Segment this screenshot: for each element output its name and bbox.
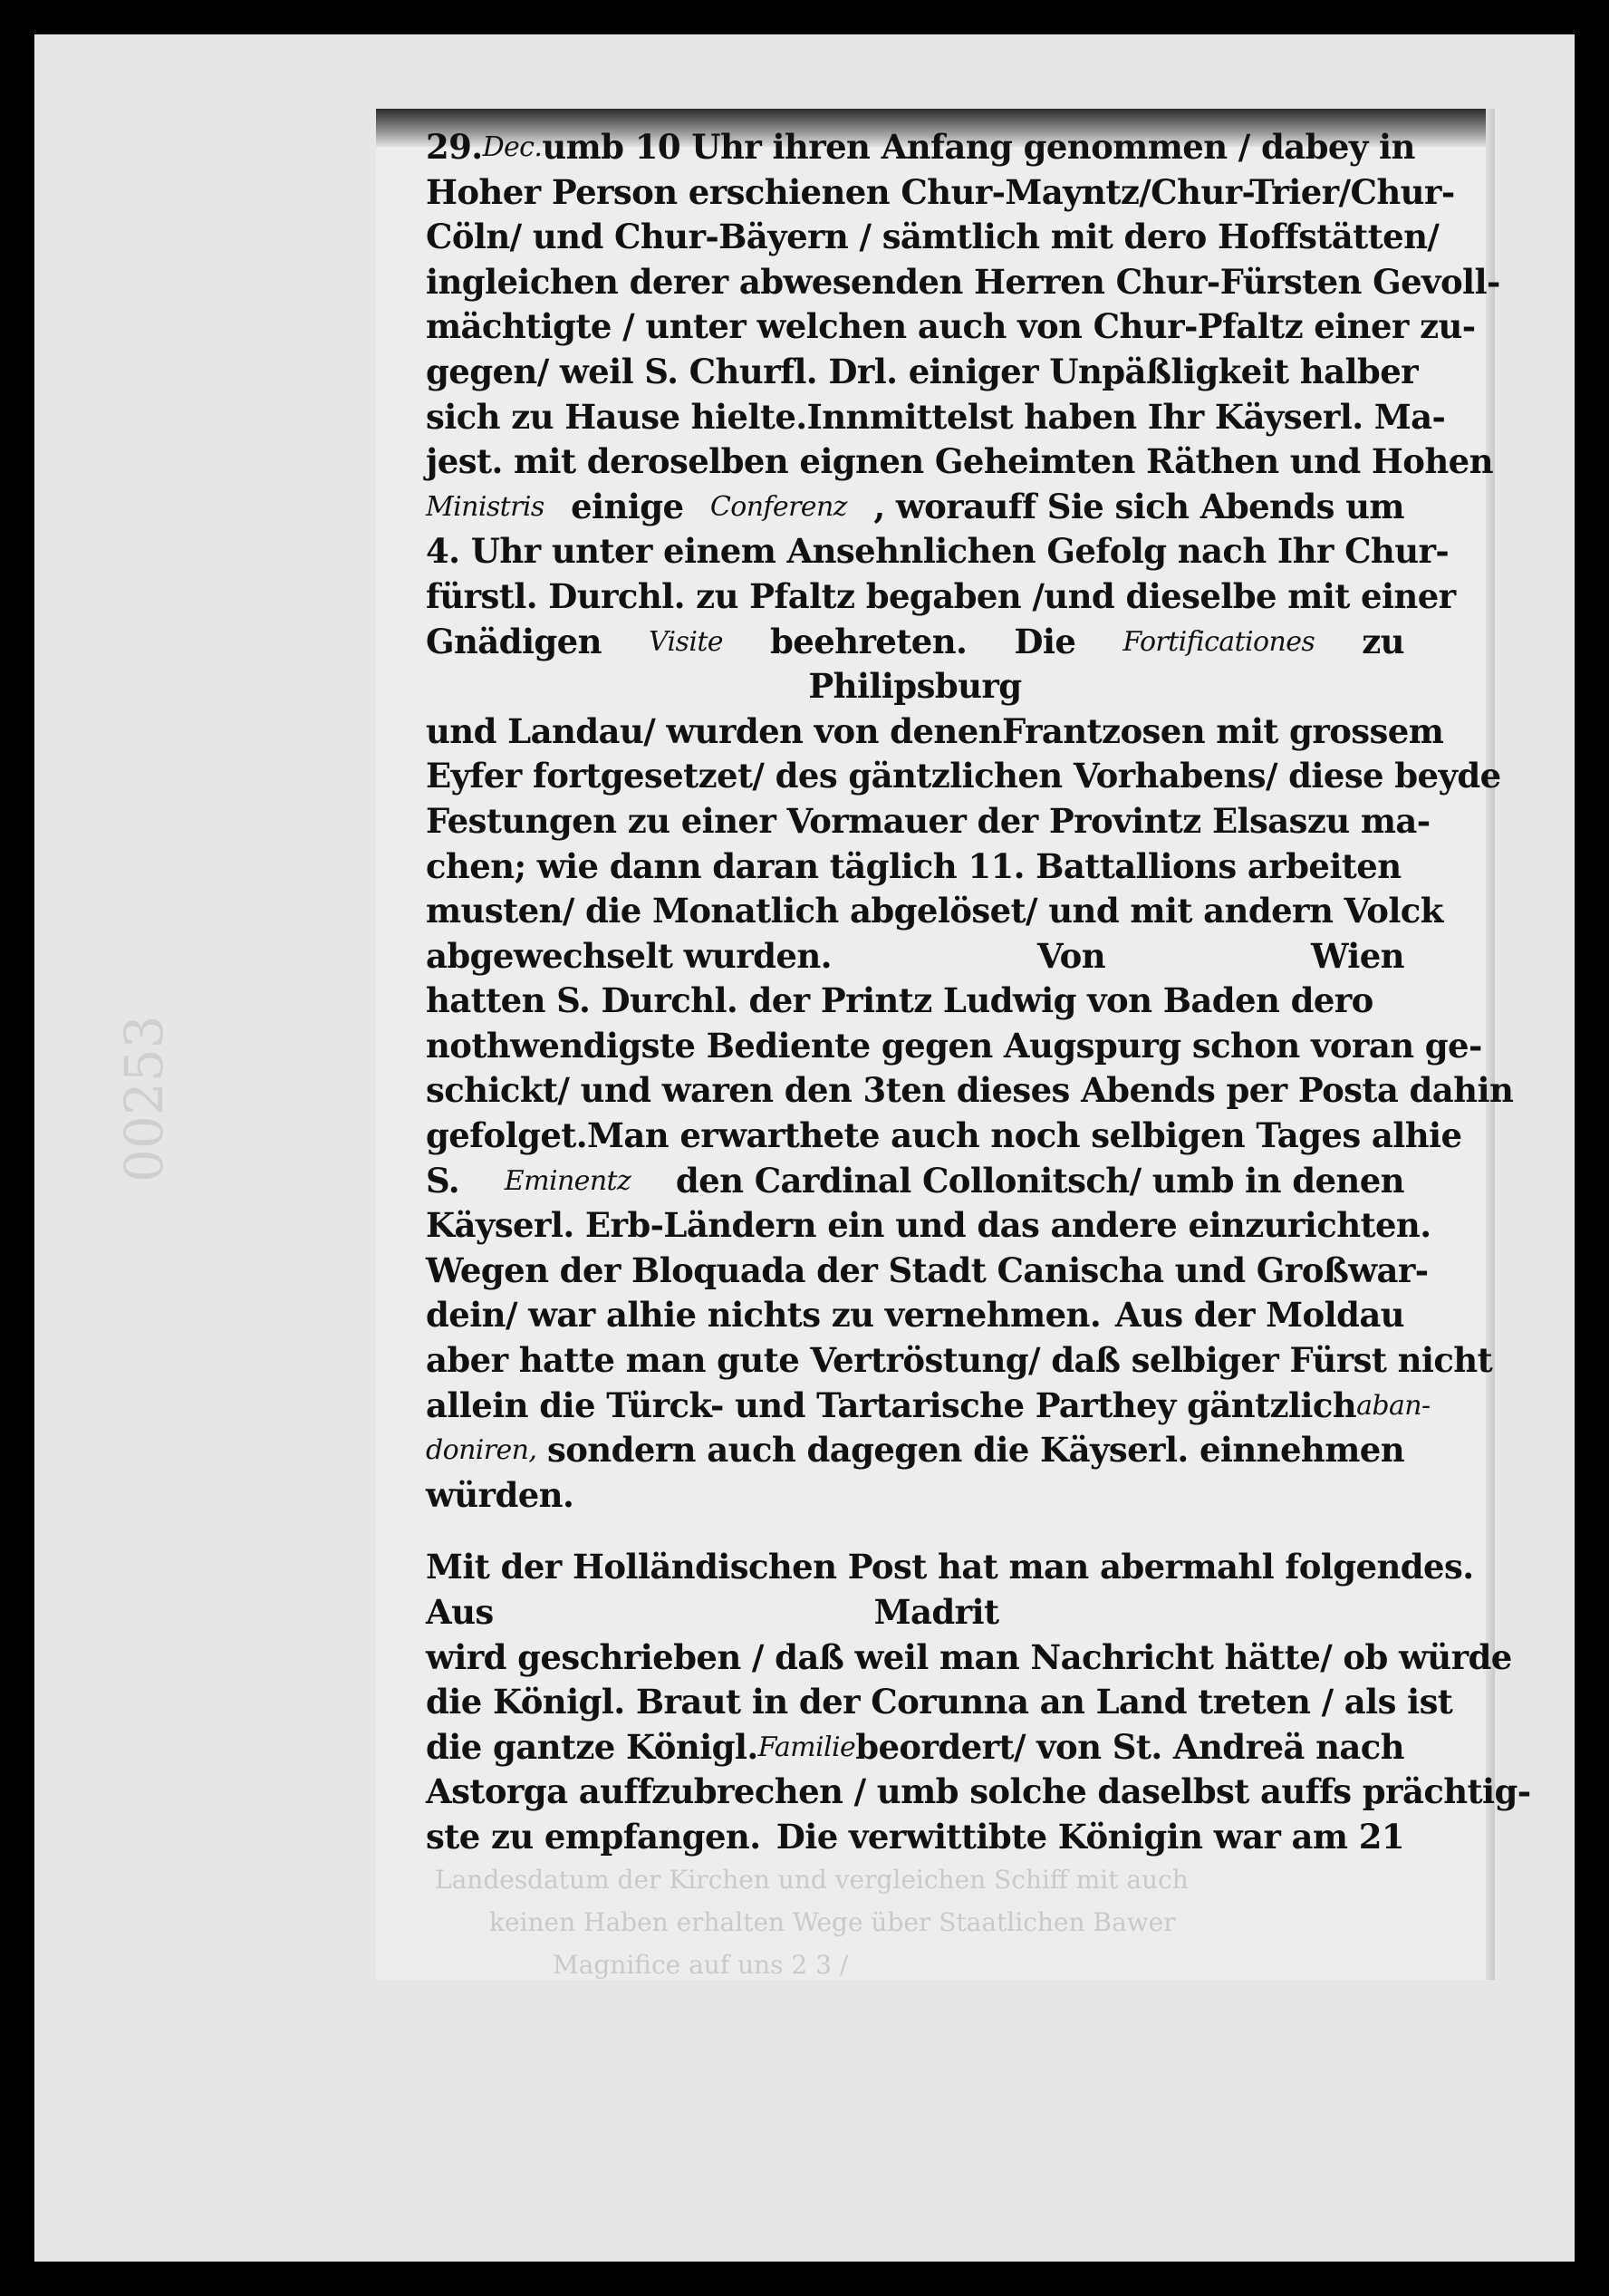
text-segment: wird geschrieben / daß weil man Nachricht hätte/ ob würde (426, 1636, 1512, 1677)
text-line (426, 1815, 1404, 1860)
text-line (426, 1770, 1531, 1815)
text-segment: nothwendigste Bediente gegen Augspurg schon voran ge- (426, 1025, 1482, 1066)
text-segment: schickt/ und waren den 3ten dieses Abends per Posta dahin (426, 1070, 1514, 1111)
text-line (426, 1338, 1493, 1384)
text-line (426, 844, 1404, 890)
text-segment: umb 10 Uhr ihren Anfang genommen / dabey in (542, 127, 1415, 167)
italic-text-segment: Familie (757, 1731, 856, 1763)
text-line (426, 934, 1404, 979)
text-segment: Käyserl. Erb-Ländern ein und das andere einzurichten. (426, 1205, 1431, 1246)
text-segment: Gnädigen (426, 621, 602, 661)
document-text (426, 125, 1531, 1860)
italic-text-segment: aban- (1356, 1389, 1431, 1422)
text-segment: sich zu Hause hielte. (426, 396, 807, 437)
text-segment: Aus (426, 1592, 494, 1632)
text-line (426, 1114, 1462, 1159)
edge-page-number (113, 1101, 331, 1182)
text-segment: Astorga auffzubrechen / umb solche daselbst auffs prächtig- (426, 1771, 1531, 1812)
text-segment: aber hatte man gute Vertröstung/ daß selbiger Fürst nicht (426, 1340, 1493, 1381)
text-line (426, 1473, 1404, 1519)
text-line (426, 1384, 1431, 1429)
text-segment: jest. mit deroselben eignen Geheimten Räthen und Hohen (426, 441, 1493, 482)
text-segment: sondern auch dagegen die Käyserl. einnehmen (546, 1430, 1404, 1471)
text-segment: Man erwarthete auch noch selbigen Tages alhie (587, 1115, 1462, 1156)
text-line (426, 304, 1476, 350)
text-line (426, 889, 1443, 934)
text-segment: Wegen der Bloquada der Stadt Canischa und Großwar- (426, 1249, 1429, 1290)
text-line (426, 1545, 1474, 1590)
text-segment: Die verwittibte Königin war am 21 (776, 1816, 1404, 1857)
text-segment: Hoher Person erschienen Chur-Mayntz/Chur-Trier/Chur- (426, 171, 1455, 212)
text-segment: gefolget. (426, 1115, 588, 1156)
text-line (426, 799, 1431, 844)
text-line (426, 754, 1501, 799)
text-segment: Festungen zu einer Vormauer der Provintz Elsas (426, 800, 1307, 841)
text-line (426, 1068, 1514, 1114)
text-line (426, 1428, 1404, 1473)
text-segment: ste zu empfangen. (426, 1816, 761, 1857)
text-segment: die gantze Königl. (426, 1726, 758, 1767)
italic-text-segment: doniren, (426, 1434, 537, 1467)
text-segment: Die (1014, 621, 1076, 661)
text-line (426, 1590, 1404, 1635)
text-segment: 4. Uhr unter einem Ansehnlichen Gefolg nach Ihr Chur- (426, 531, 1450, 572)
text-line (426, 1159, 1404, 1204)
text-segment: Mit der Holländischen Post hat man abermahl folgendes. (426, 1547, 1474, 1587)
text-line (426, 170, 1455, 216)
text-line (426, 664, 1404, 709)
text-segment: chen; wie dann daran täglich 11. Battallions arbeiten (426, 845, 1402, 886)
text-line (426, 574, 1456, 620)
italic-text-segment: Visite (649, 625, 723, 658)
text-segment: Wien (1310, 935, 1404, 976)
text-segment: musten/ die Monatlich abgelöset/ und mit andern Volck (426, 891, 1443, 931)
bleed-through-line: Magnifice auf uns 2 3 / (553, 1950, 849, 1980)
text-segment: , worauff Sie sich Abends um (873, 486, 1404, 526)
text-line (426, 1293, 1404, 1338)
text-line (426, 1680, 1453, 1725)
text-segment: und Landau/ wurden von denen (426, 710, 1002, 751)
text-line (426, 1249, 1429, 1294)
text-segment: Eyfer fortgesetzet/ des gäntzlichen Vorhabens/ diese beyde (426, 756, 1501, 796)
text-segment: Frantzosen mit grossem (1001, 710, 1444, 751)
text-segment: Philipsburg (808, 666, 1022, 707)
text-line (426, 395, 1446, 440)
italic-text-segment: Fortificationes (1122, 625, 1315, 658)
text-segment: Innmittelst haben Ihr Käyserl. Ma- (806, 396, 1446, 437)
text-line (426, 1203, 1431, 1249)
text-segment: beordert/ von St. Andreä nach (855, 1726, 1404, 1767)
page-right-edge (1486, 109, 1495, 1980)
bleed-through-line: keinen Haben erhalten Wege über Staatlichen Bawer (489, 1907, 1176, 1937)
text-segment: einige (571, 486, 684, 526)
text-segment: den Cardinal Collonitsch/ umb in denen (675, 1160, 1404, 1201)
text-segment: würden. (426, 1474, 574, 1515)
text-segment: Aus der Moldau (1114, 1295, 1404, 1336)
paragraph-gap (426, 1518, 1404, 1545)
text-segment: zu ma- (1306, 800, 1431, 841)
italic-text-segment: Eminentz (504, 1164, 631, 1197)
italic-text-segment: Dec. (482, 131, 543, 163)
text-segment: Von (1036, 935, 1105, 976)
text-segment: ingleichen derer abwesenden Herren Chur-Fürsten Gevoll- (426, 261, 1500, 302)
text-segment: allein die Türck- und Tartarische Parthey gäntzlich (426, 1384, 1357, 1425)
text-segment: hatten S. Durchl. der Printz Ludwig von Baden dero (426, 980, 1373, 1021)
text-segment: zu (1362, 621, 1404, 661)
text-segment: 29. (426, 127, 483, 167)
text-line (426, 215, 1440, 260)
text-line (426, 1635, 1512, 1681)
text-segment: S. (426, 1160, 460, 1201)
text-line (426, 485, 1404, 530)
text-line (426, 979, 1404, 1024)
text-line (426, 529, 1450, 574)
text-line (426, 1024, 1482, 1069)
text-line (426, 125, 1415, 170)
italic-text-segment: Ministris (426, 490, 544, 523)
text-line (426, 1725, 1404, 1770)
text-segment: fürstl. Durchl. zu Pfaltz begaben / (426, 575, 1045, 616)
italic-text-segment: Conferenz (709, 490, 847, 523)
text-segment: und dieselbe mit einer (1044, 575, 1456, 616)
text-segment: beehreten. (770, 621, 968, 661)
text-segment: mächtigte / unter welchen auch von Chur-Pfaltz einer zu- (426, 306, 1476, 347)
text-segment: Cöln/ und Chur-Bäyern / sämtlich mit dero Hoffstätten/ (426, 217, 1440, 257)
text-segment: Madrit (873, 1592, 999, 1632)
text-line (426, 260, 1500, 305)
text-line (426, 350, 1419, 395)
text-segment: die Königl. Braut in der Corunna an Land treten / als ist (426, 1682, 1453, 1722)
text-segment: dein/ war alhie nichts zu vernehmen. (426, 1295, 1102, 1336)
text-segment: abgewechselt wurden. (426, 935, 832, 976)
text-line (426, 439, 1493, 485)
bleed-through-line: Landesdatum der Kirchen und vergleichen Schiff mit auch (435, 1865, 1189, 1895)
text-line (426, 709, 1444, 755)
text-segment: gegen/ weil S. Churfl. Drl. einiger Unpäßligkeit halber (426, 351, 1419, 391)
text-line (426, 620, 1404, 665)
